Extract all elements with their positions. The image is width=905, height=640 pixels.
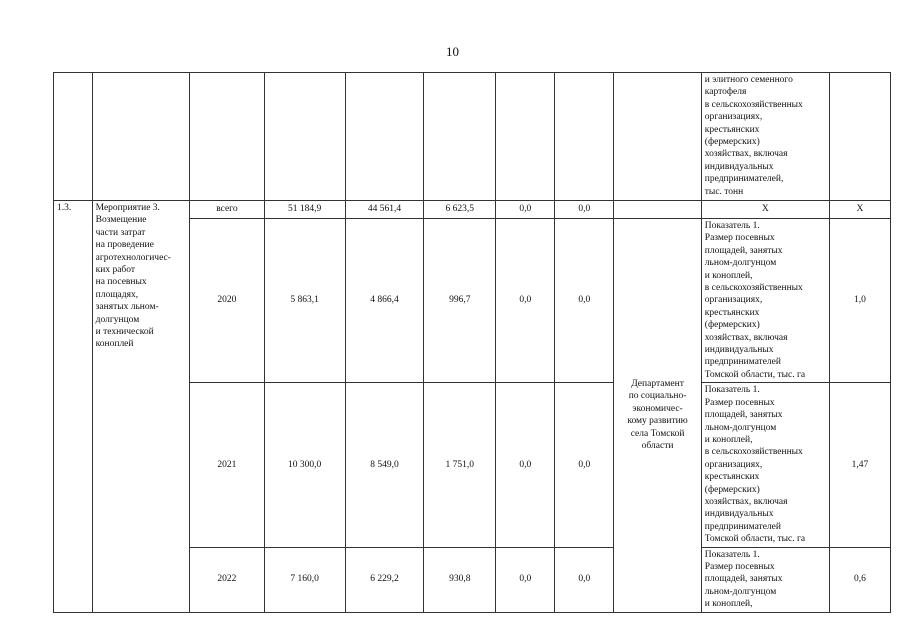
indicator-cell: Показатель 1. Размер посевных площадей, занятых льном-долгунцом и коноплей, в сельскохозяйственных организациях, крестьянских (фермерских) хозяйствах, включая индивидуальных предпринимателей Томской области, тыс. га	[701, 219, 829, 383]
continued-row	[54, 73, 891, 201]
other-cell: 0,0	[555, 383, 614, 547]
total-cell: 10 300,0	[264, 383, 345, 547]
total-cell: 7 160,0	[264, 547, 345, 612]
other-cell: 0,0	[555, 219, 614, 383]
federal-cell: 6 229,2	[345, 547, 423, 612]
cell-empty	[496, 73, 555, 201]
regional-cell: 6 623,5	[424, 201, 496, 219]
indicator-cell: и элитного семенного картофеля в сельскохозяйственных организациях, крестьянских (фермерских) хозяйствах, включая индивидуальных предпринимателей, тыс. тонн	[701, 73, 829, 201]
federal-cell: 4 866,4	[345, 219, 423, 383]
regional-cell: 996,7	[424, 219, 496, 383]
period-cell: 2021	[190, 383, 264, 547]
indicator-cell: Показатель 1. Размер посевных площадей, занятых льном-долгунцом и коноплей, в сельскохозяйственных организациях, крестьянских (фермерских) хозяйствах, включая индивидуальных предпринимателей Томской области, тыс. га	[701, 383, 829, 547]
local-cell: 0,0	[496, 383, 555, 547]
federal-cell: 44 561,4	[345, 201, 423, 219]
program-table	[53, 72, 891, 613]
item-number: 1.3.	[54, 201, 93, 613]
cell-empty	[614, 73, 701, 201]
cell-empty	[190, 73, 264, 201]
value-cell: 0,6	[829, 547, 890, 612]
period-cell: всего	[190, 201, 264, 219]
page-number: 10	[446, 44, 459, 59]
cell-empty	[345, 73, 423, 201]
cell-empty	[264, 73, 345, 201]
regional-cell: 1 751,0	[424, 383, 496, 547]
local-cell: 0,0	[496, 219, 555, 383]
other-cell: 0,0	[555, 201, 614, 219]
indicator-cell: Х	[701, 201, 829, 219]
cell-empty	[424, 73, 496, 201]
indicator-cell: Показатель 1. Размер посевных площадей, занятых льном-долгунцом и коноплей,	[701, 547, 829, 612]
period-cell: 2022	[190, 547, 264, 612]
table-row-total	[54, 201, 891, 219]
item-name: Мероприятие 3. Возмещение части затрат на проведение агротехнологичес- ких работ на посевных площадях, занятых льном- долгунцом и технической коноплей	[92, 201, 190, 613]
local-cell: 0,0	[496, 547, 555, 612]
value-cell: 1,0	[829, 219, 890, 383]
total-cell: 5 863,1	[264, 219, 345, 383]
value-cell: Х	[829, 201, 890, 219]
other-cell: 0,0	[555, 547, 614, 612]
cell-empty	[92, 73, 190, 201]
local-cell: 0,0	[496, 201, 555, 219]
regional-cell: 930,8	[424, 547, 496, 612]
value-cell: 1,47	[829, 383, 890, 547]
cell-empty	[829, 73, 890, 201]
executor-cell-empty	[614, 201, 701, 219]
federal-cell: 8 549,0	[345, 383, 423, 547]
period-cell: 2020	[190, 219, 264, 383]
cell-empty	[54, 73, 93, 201]
executor-cell: Департамент по социально- экономичес- кому развитию села Томской области	[614, 219, 701, 613]
total-cell: 51 184,9	[264, 201, 345, 219]
cell-empty	[555, 73, 614, 201]
